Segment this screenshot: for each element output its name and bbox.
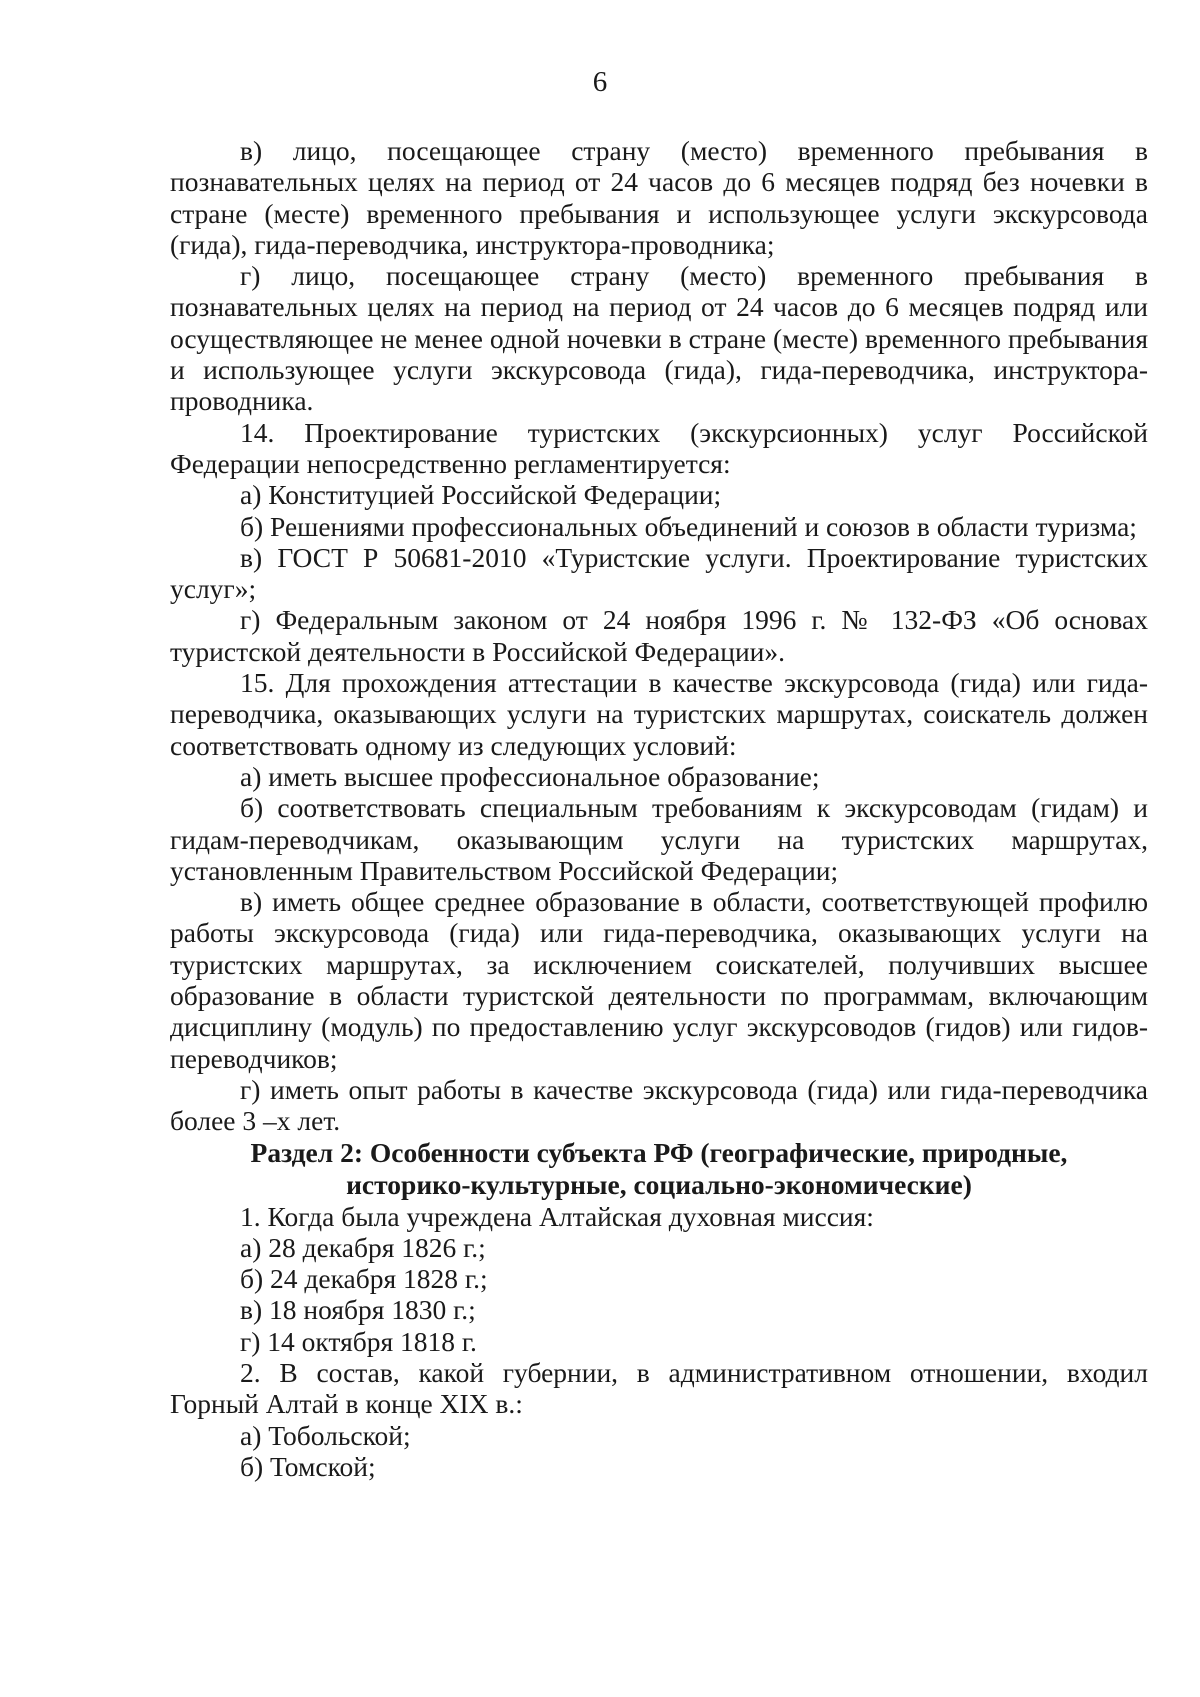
question-15-option-a: а) иметь высшее профессиональное образование; xyxy=(240,760,820,792)
document-body xyxy=(170,135,1148,1482)
question-14-option-g: г) Федеральным законом от 24 ноября 1996 г. № 132-ФЗ «Об основах туристской деятельности в Российской Федерации». xyxy=(170,604,1148,667)
question-2: 2. В состав, какой губернии, в административном отношении, входил Горный Алтай в конце XIX в.: xyxy=(170,1356,1148,1420)
paragraph-answer-g: г) лицо, посещающее страну (место) временного пребывания в познавательных целях на период на период от 24 часов до 6 месяцев подряд или осуществляющее не менее одной ночевки в стране (месте) временного пребывания и использующее услуги экскурсовода (гида), гида-переводчика, инструктора-проводника. xyxy=(170,260,1148,417)
question-14: 14. Проектирование туристских (экскурсионных) услуг Российской Федерации непосредственно регламентируется: xyxy=(170,416,1148,479)
question-14-option-a: а) Конституцией Российской Федерации; xyxy=(240,479,722,511)
question-1-option-b: б) 24 декабря 1828 г.; xyxy=(240,1263,488,1295)
question-2-option-b: б) Томской; xyxy=(240,1450,376,1482)
question-1-option-v: в) 18 ноября 1830 г.; xyxy=(240,1294,476,1326)
question-14-option-b: б) Решениями профессиональных объединений и союзов в области туризма; xyxy=(240,510,1137,542)
question-15-option-b: б) соответствовать специальным требованиям к экскурсоводам (гидам) и гидам-переводчикам, оказывающим услуги на туристских маршрутах, установленным Правительством Российской Федерации; xyxy=(170,792,1148,886)
question-2-option-a: а) Тобольской; xyxy=(240,1419,411,1451)
paragraph-answer-v: в) лицо, посещающее страну (место) временного пребывания в познавательных целях на период от 24 часов до 6 месяцев подряд без ночевки в стране (месте) временного пребывания и использующее услуги экскурсовода (гида), гида-переводчика, инструктора-проводника; xyxy=(170,135,1148,260)
section-heading: Раздел 2: Особенности субъекта РФ (географические, природные, историко-культурные, социально-экономические) xyxy=(250,1136,1068,1200)
question-1-option-a: а) 28 декабря 1826 г.; xyxy=(240,1231,486,1263)
question-14-option-v: в) ГОСТ Р 50681-2010 «Туристские услуги. Проектирование туристских услуг»; xyxy=(170,541,1148,605)
question-1: 1. Когда была учреждена Алтайская духовная миссия: xyxy=(240,1200,874,1232)
question-15-option-g: г) иметь опыт работы в качестве экскурсовода (гида) или гида-переводчика более 3 –х лет. xyxy=(170,1073,1148,1137)
question-15: 15. Для прохождения аттестации в качестве экскурсовода (гида) или гида-переводчика, оказывающих услуги на туристских маршрутах, соискатель должен соответствовать одному из следующих условий: xyxy=(170,667,1148,761)
question-15-option-v: в) иметь общее среднее образование в области, соответствующей профилю работы экскурсовода (гида) или гида-переводчика, оказывающих услуги на туристских маршрутах, за исключением соискателей, получивших высшее образование в области туристской деятельности по программам, включающим дисциплину (модуль) по предоставлению услуг экскурсоводов (гидов) или гидов-переводчиков; xyxy=(170,886,1148,1074)
page-number: 6 xyxy=(592,66,608,98)
question-1-option-g: г) 14 октября 1818 г. xyxy=(240,1325,477,1357)
